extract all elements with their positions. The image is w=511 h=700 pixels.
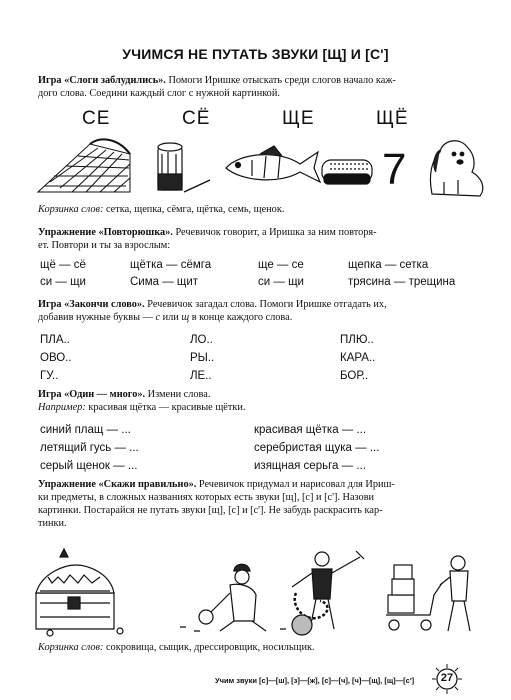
game1-instructions: [38, 74, 484, 100]
example-label: Например:: [38, 402, 86, 413]
game1-word-basket: [38, 203, 484, 216]
game1-basket-label: Корзинка слов:: [38, 204, 104, 215]
word-stem: РЫ..: [190, 352, 215, 364]
game2-text-2b: в конце каждого слова.: [189, 312, 293, 323]
number-seven-icon[interactable]: 7: [382, 145, 407, 194]
footer-running-title: Учим звуки [с]—[ш], [з]—[ж], [с]—[ч], [ч]—[щ], [щ]—[с']: [215, 676, 415, 685]
word-stem: ГУ..: [40, 370, 59, 382]
wood-chip-icon[interactable]: [158, 143, 210, 192]
game3-instructions: [38, 388, 484, 414]
syllable-se[interactable]: СЕ: [82, 108, 111, 129]
pair-item: ще — се: [258, 259, 304, 271]
exercise2-name: Упражнение «Скажи правильно».: [38, 479, 197, 490]
word-stem: ПЛА..: [40, 334, 70, 346]
exercise2-text-1: Речевичок придумал и нарисовал для Ириш-: [196, 479, 395, 490]
pair-item: щё — сё: [40, 259, 86, 271]
phrase-item: синий плащ — ...: [40, 424, 131, 436]
game3-name: Игра «Один — много».: [38, 389, 146, 400]
tamer-icon[interactable]: [292, 551, 364, 635]
page-title: УЧИМСЯ НЕ ПУТАТЬ ЗВУКИ [Щ] И [С']: [122, 46, 389, 62]
syllable-schyo[interactable]: ЩЁ: [376, 108, 409, 129]
exercise2-basket-label: Корзинка слов:: [38, 642, 104, 653]
page-number-badge: [432, 664, 462, 694]
pair-item: си — щи: [40, 276, 86, 288]
word-stem: ЛЕ..: [190, 370, 212, 382]
game1-text-1: Помоги Иришке отыскать среди слогов начало каж-: [165, 75, 396, 86]
game2-text-1: Речевичок загадал слова. Помоги Иришке отгадать их,: [144, 299, 387, 310]
page-number: 27: [440, 672, 454, 684]
porter-icon[interactable]: [386, 556, 470, 631]
exercise2-basket-words: сокровища, сыщик, дрессировщик, носильщик.: [103, 642, 315, 653]
treasure-chest-icon[interactable]: [36, 549, 123, 636]
pair-item: щётка — сёмга: [130, 259, 212, 271]
letter-s: с: [155, 312, 161, 323]
phrase-item: серебристая щука — ...: [254, 442, 380, 454]
game1-basket-words: сетка, щепка, сёмга, щётка, семь, щенок.: [103, 204, 285, 215]
pair-item: щепка — сетка: [348, 259, 429, 271]
exercise1-name: Упражнение «Повторюшка».: [38, 227, 173, 238]
brush-icon[interactable]: [322, 160, 372, 184]
letter-sch: щ: [181, 312, 190, 323]
syllable-row: [0, 108, 511, 134]
game3-example: красивая щётка — красивые щётки.: [85, 402, 246, 413]
game2-name: Игра «Закончи слово».: [38, 299, 145, 310]
picture-row-2: [30, 543, 490, 638]
net-icon[interactable]: [38, 139, 130, 192]
game2-instructions: [38, 298, 484, 324]
picture-row-1: [30, 134, 490, 198]
pair-item: Сима — щит: [130, 276, 199, 288]
exercise1-text-2: ет. Повтори и ты за взрослым:: [38, 240, 171, 251]
exercise2-word-basket: [38, 641, 484, 654]
phrase-item: летящий гусь — ...: [40, 442, 139, 454]
exercise2-instructions: [38, 478, 484, 530]
phrase-item: серый щенок — ...: [40, 460, 138, 472]
puppy-icon[interactable]: [430, 141, 482, 196]
exercise2-text-2: ки предметы, в сложных названиях которых есть звуки [щ], [с] и [с']. Назови: [38, 492, 375, 503]
word-stem: ПЛЮ..: [340, 334, 374, 346]
game2-or: или: [160, 312, 182, 323]
word-stem: КАРА..: [340, 352, 376, 364]
phrase-item: красивая щётка — ...: [254, 424, 367, 436]
exercise1-text-1: Речевичок говорит, а Иришка за ним повторя-: [172, 227, 377, 238]
detective-icon[interactable]: [180, 564, 286, 631]
word-stem: ЛО..: [190, 334, 213, 346]
game3-text-1: Измени слова.: [145, 389, 211, 400]
syllable-sche[interactable]: ЩЕ: [282, 108, 315, 129]
word-stem: БОР..: [340, 370, 369, 382]
exercise1-instructions: [38, 226, 484, 252]
syllable-syo[interactable]: СЁ: [182, 108, 211, 129]
phrase-item: изящная серьга — ...: [254, 460, 366, 472]
exercise2-text-3: картинки. Постарайся не путать звуки [щ], [с] и [с']. Не забудь раскрасить кар-: [38, 505, 383, 516]
word-stem: ОВО..: [40, 352, 72, 364]
fish-icon[interactable]: [226, 146, 320, 182]
game1-text-2: дого слова. Соедини каждый слог с нужной картинкой.: [38, 88, 280, 99]
exercise2-text-4: тинки.: [38, 518, 67, 529]
game2-text-2a: добавив нужные буквы —: [38, 312, 156, 323]
game1-name: Игра «Слоги заблудились».: [38, 75, 166, 86]
pair-item: си — щи: [258, 276, 304, 288]
pair-item: трясина — трещина: [348, 276, 456, 288]
